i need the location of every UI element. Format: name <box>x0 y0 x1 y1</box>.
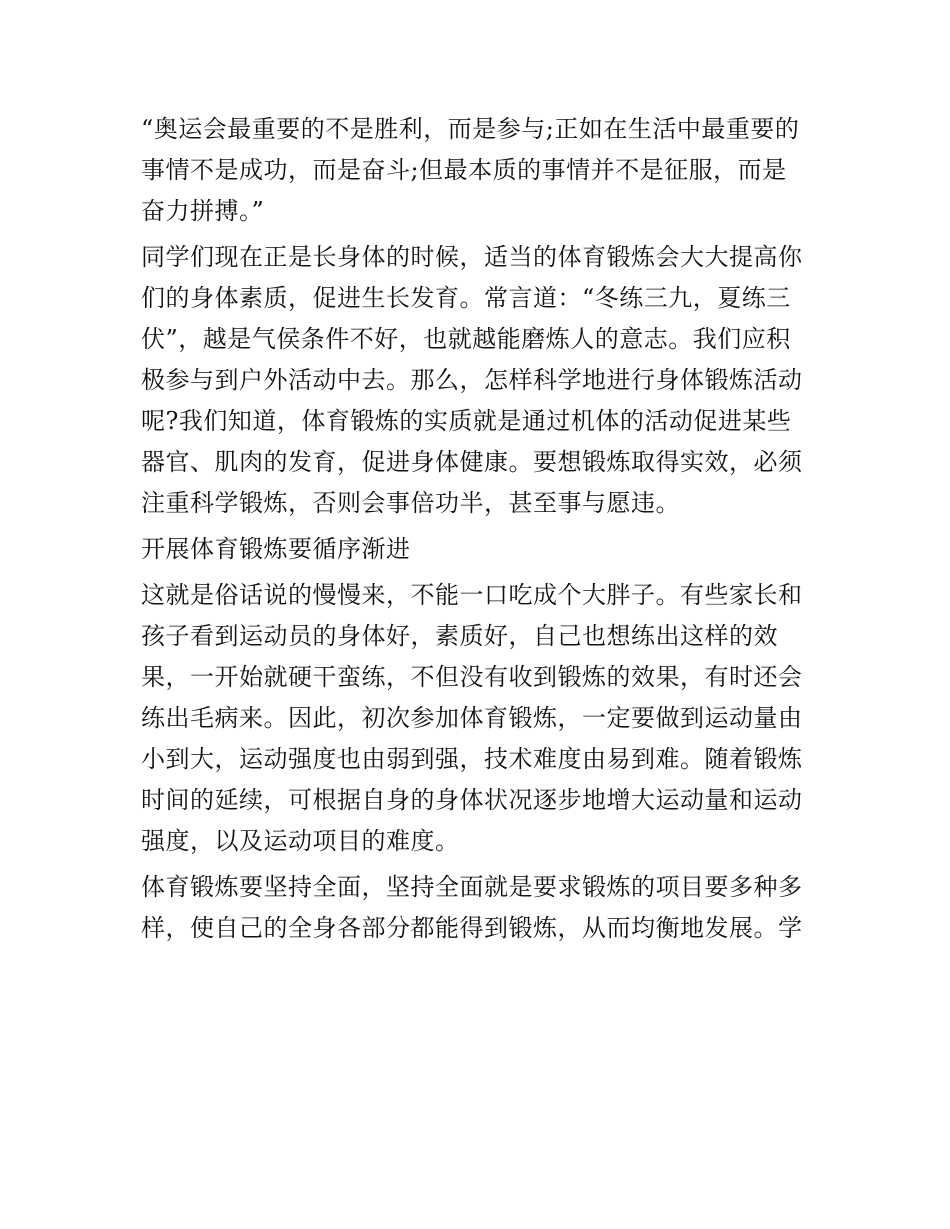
text-line: 练出毛病来。因此，初次参加体育锻炼，一定要做到运动量由 <box>141 704 803 732</box>
paragraph-quote <box>141 109 813 232</box>
text-line: 同学们现在正是长身体的时候，适当的体育锻炼会大大提高你 <box>141 243 803 271</box>
text-line: “奥运会最重要的不是胜利，而是参与;正如在生活中最重要的 <box>141 115 800 143</box>
text-line: 事情不是成功，而是奋斗;但最本质的事情并不是征服，而是 <box>141 156 787 184</box>
text-line: 果，一开始就硬干蛮练，不但没有收到锻炼的效果，有时还会 <box>141 663 803 691</box>
heading-line: 开展体育锻炼要循序渐进 <box>141 535 411 563</box>
text-line: 孩子看到运动员的身体好，素质好，自己也想练出这样的效 <box>141 622 778 650</box>
document-body <box>141 109 813 949</box>
section-heading <box>141 529 813 570</box>
paragraph-gradual <box>141 575 813 862</box>
text-line: 注重科学锻炼，否则会事倍功半，甚至事与愿违。 <box>141 489 680 517</box>
text-line: 极参与到户外活动中去。那么，怎样科学地进行身体锻炼活动 <box>141 366 803 394</box>
paragraph-intro <box>141 237 813 524</box>
text-line: 强度，以及运动项目的难度。 <box>141 827 460 855</box>
paragraph-comprehensive <box>141 867 813 949</box>
text-line: 这就是俗话说的慢慢来，不能一口吃成个大胖子。有些家长和 <box>141 581 803 609</box>
text-line: 时间的延续，可根据自身的身体状况逐步地增大运动量和运动 <box>141 786 803 814</box>
text-line: 们的身体素质，促进生长发育。常言道：“冬练三九，夏练三 <box>141 284 791 312</box>
text-line: 器官、肌肉的发育，促进身体健康。要想锻炼取得实效，必须 <box>141 448 803 476</box>
text-line: 呢?我们知道，体育锻炼的实质就是通过机体的活动促进某些 <box>141 407 792 435</box>
text-line: 伏”，越是气侯条件不好，也就越能磨炼人的意志。我们应积 <box>141 325 791 353</box>
text-line: 体育锻炼要坚持全面，坚持全面就是要求锻炼的项目要多种多 <box>141 873 803 901</box>
text-line: 小到大，运动强度也由弱到强，技术难度由易到难。随着锻炼 <box>141 745 803 773</box>
text-line: 奋力拼搏。” <box>141 197 265 225</box>
text-line: 样，使自己的全身各部分都能得到锻炼，从而均衡地发展。学 <box>141 914 803 942</box>
